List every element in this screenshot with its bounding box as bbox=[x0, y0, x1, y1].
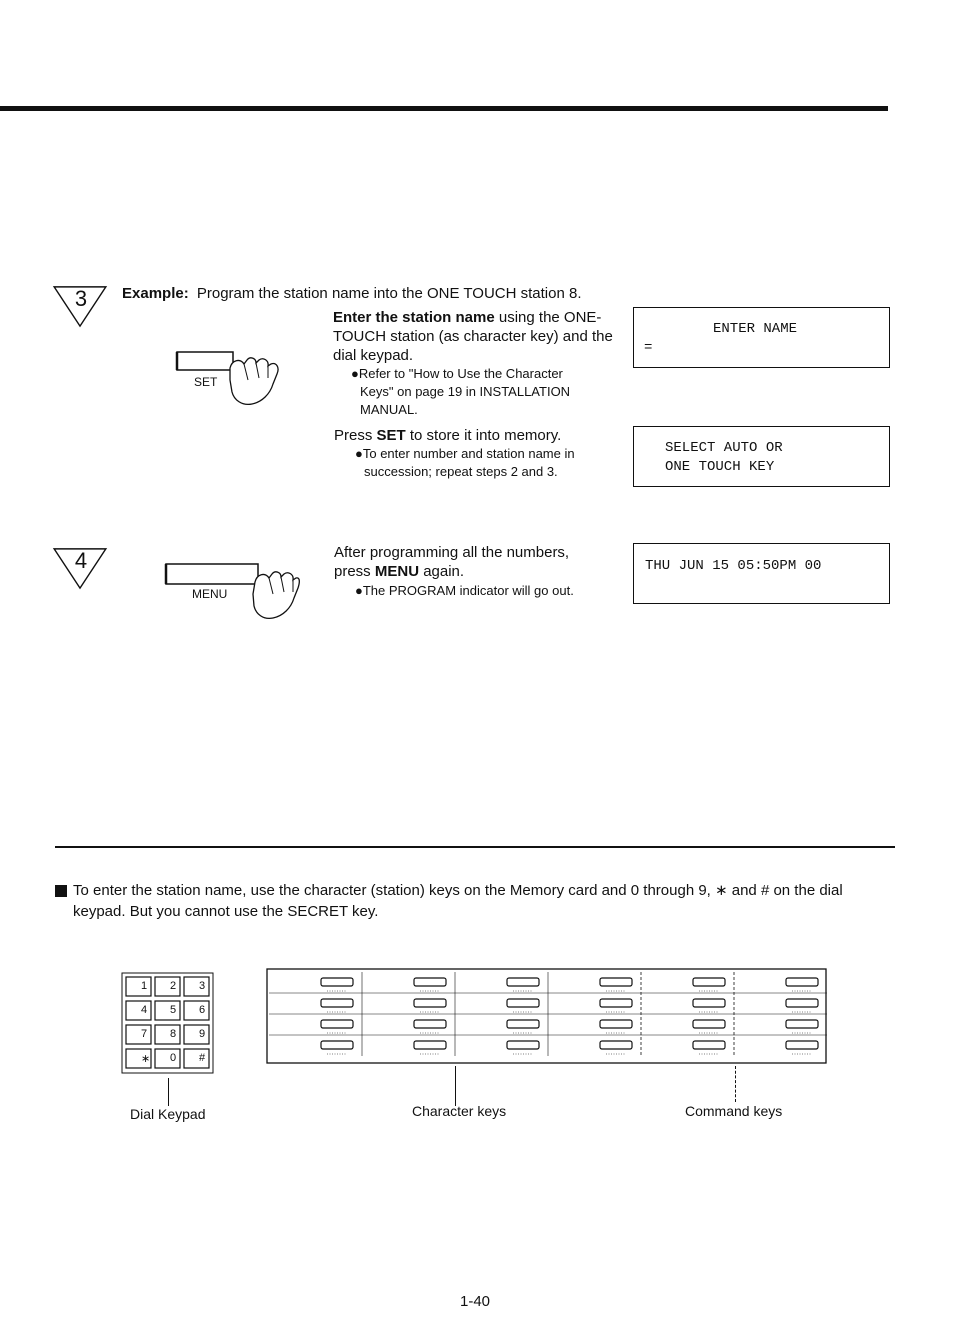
keypad-key-label: 7 bbox=[141, 1028, 148, 1040]
keypad-key-label: 2 bbox=[170, 980, 177, 992]
step4-bold: MENU bbox=[374, 563, 420, 580]
character-key bbox=[321, 1041, 353, 1049]
step-3-marker bbox=[52, 284, 110, 330]
step-4-number: 4 bbox=[74, 548, 88, 573]
lcd-enter-name bbox=[633, 307, 890, 368]
note-line2: Keys" on page 19 in INSTALLATION bbox=[360, 384, 571, 399]
keypad-key-label: 9 bbox=[199, 1028, 206, 1040]
press-bold: SET bbox=[376, 427, 406, 444]
step4-line1: After programming all the numbers, bbox=[334, 544, 570, 561]
character-keys-caption: Character keys bbox=[412, 1103, 507, 1119]
keypad-key bbox=[155, 977, 180, 996]
keypad-key-label: 5 bbox=[170, 1004, 177, 1016]
menu-key-icon bbox=[160, 560, 300, 632]
command-key bbox=[693, 1041, 725, 1049]
command-key bbox=[693, 978, 725, 986]
top-rule bbox=[0, 106, 888, 111]
note-program-indicator: ●The PROGRAM indicator will go out. bbox=[355, 583, 574, 598]
step-3-number: 3 bbox=[74, 286, 88, 311]
command-key bbox=[786, 999, 818, 1007]
character-key bbox=[507, 1041, 539, 1049]
memory-card-icon bbox=[266, 967, 828, 1067]
step4-post: again. bbox=[419, 563, 465, 580]
instruction-rest: using the ONE- bbox=[494, 309, 602, 326]
note-succession bbox=[355, 445, 625, 481]
character-key bbox=[414, 1020, 446, 1028]
step4-pre: press bbox=[334, 563, 375, 580]
lcd-date-time bbox=[633, 543, 890, 604]
keypad-key bbox=[184, 977, 209, 996]
dial-keypad-caption: Dial Keypad bbox=[130, 1106, 206, 1122]
example-line bbox=[122, 284, 582, 303]
lcd-select-auto bbox=[633, 426, 890, 487]
instruction-enter-name bbox=[333, 308, 633, 365]
keypad-key bbox=[126, 977, 151, 996]
character-key bbox=[600, 978, 632, 986]
memory-card bbox=[266, 967, 828, 1067]
command-key bbox=[693, 1020, 725, 1028]
instruction-bold: Enter the station name bbox=[333, 309, 495, 326]
set-key-illustration bbox=[170, 350, 290, 420]
character-key bbox=[600, 999, 632, 1007]
command-key bbox=[693, 999, 725, 1007]
instruction-line2: TOUCH station (as character key) and the bbox=[333, 328, 613, 345]
lcd2-line2: ONE TOUCH KEY bbox=[665, 459, 775, 475]
note-line1: ●Refer to "How to Use the Character bbox=[351, 366, 563, 381]
press-post: to store it into memory. bbox=[405, 427, 562, 444]
section-rule bbox=[55, 846, 895, 848]
command-keys-caption: Command keys bbox=[685, 1103, 783, 1119]
keypad-key bbox=[126, 1001, 151, 1020]
example-text: Program the station name into the ONE TOUCH station 8. bbox=[196, 285, 582, 302]
press-pre: Press bbox=[334, 427, 377, 444]
character-key bbox=[414, 999, 446, 1007]
keypad-key-label: # bbox=[199, 1052, 206, 1064]
keypad-key bbox=[155, 1001, 180, 1020]
character-key bbox=[414, 1041, 446, 1049]
character-key bbox=[507, 999, 539, 1007]
lcd1-line2: = bbox=[644, 340, 653, 356]
command-keys-leader bbox=[735, 1066, 736, 1102]
lcd3-line1: THU JUN 15 05:50PM 00 bbox=[645, 558, 822, 574]
keypad-key bbox=[184, 1001, 209, 1020]
command-key bbox=[786, 1020, 818, 1028]
instruction-after-programming bbox=[334, 543, 624, 581]
character-key bbox=[321, 1020, 353, 1028]
keypad-key-label: 8 bbox=[170, 1028, 177, 1040]
keypad-key bbox=[155, 1049, 180, 1068]
character-key bbox=[600, 1041, 632, 1049]
bullet-square-icon bbox=[55, 885, 67, 897]
menu-key-label: MENU bbox=[192, 587, 228, 601]
command-key bbox=[786, 978, 818, 986]
keypad-key-label: 3 bbox=[199, 980, 206, 992]
character-key bbox=[321, 978, 353, 986]
note-line3: MANUAL. bbox=[360, 402, 418, 417]
note2-line1: ●To enter number and station name in bbox=[355, 446, 575, 461]
set-key-label: SET bbox=[194, 375, 218, 389]
character-key bbox=[507, 1020, 539, 1028]
instruction-line3: dial keypad. bbox=[333, 347, 414, 364]
character-key bbox=[414, 978, 446, 986]
menu-key-illustration bbox=[160, 560, 300, 632]
keypad-key-label: 4 bbox=[141, 1004, 148, 1016]
lcd2-line1: SELECT AUTO OR bbox=[665, 440, 783, 456]
instruction-press-set bbox=[334, 426, 561, 445]
info-paragraph bbox=[73, 880, 903, 922]
keypad-key bbox=[184, 1025, 209, 1044]
step-4-marker bbox=[52, 546, 110, 592]
note2-line2: succession; repeat steps 2 and 3. bbox=[364, 464, 558, 479]
lcd1-line1: ENTER NAME bbox=[713, 321, 798, 337]
character-key bbox=[507, 978, 539, 986]
dial-keypad bbox=[121, 972, 214, 1078]
keypad-key bbox=[155, 1025, 180, 1044]
keypad-key bbox=[184, 1049, 209, 1068]
dial-keypad-leader bbox=[168, 1078, 169, 1106]
keypad-key-label: 1 bbox=[141, 980, 148, 992]
keypad-key bbox=[126, 1025, 151, 1044]
page-number: 1-40 bbox=[460, 1293, 491, 1310]
info-line1: To enter the station name, use the character (station) keys on the Memory card and 0 through 9, ∗ and # on the dial bbox=[73, 882, 843, 899]
character-key bbox=[321, 999, 353, 1007]
info-line2: keypad. But you cannot use the SECRET key. bbox=[73, 903, 379, 920]
note-refer bbox=[351, 365, 631, 419]
command-key bbox=[786, 1041, 818, 1049]
keypad-key-label: 6 bbox=[199, 1004, 206, 1016]
character-key bbox=[600, 1020, 632, 1028]
set-key-icon bbox=[170, 350, 290, 420]
keypad-key-label: ∗ bbox=[141, 1053, 151, 1065]
example-label: Example: bbox=[122, 285, 189, 302]
character-keys-leader bbox=[455, 1066, 456, 1106]
keypad-key-label: 0 bbox=[170, 1052, 177, 1064]
